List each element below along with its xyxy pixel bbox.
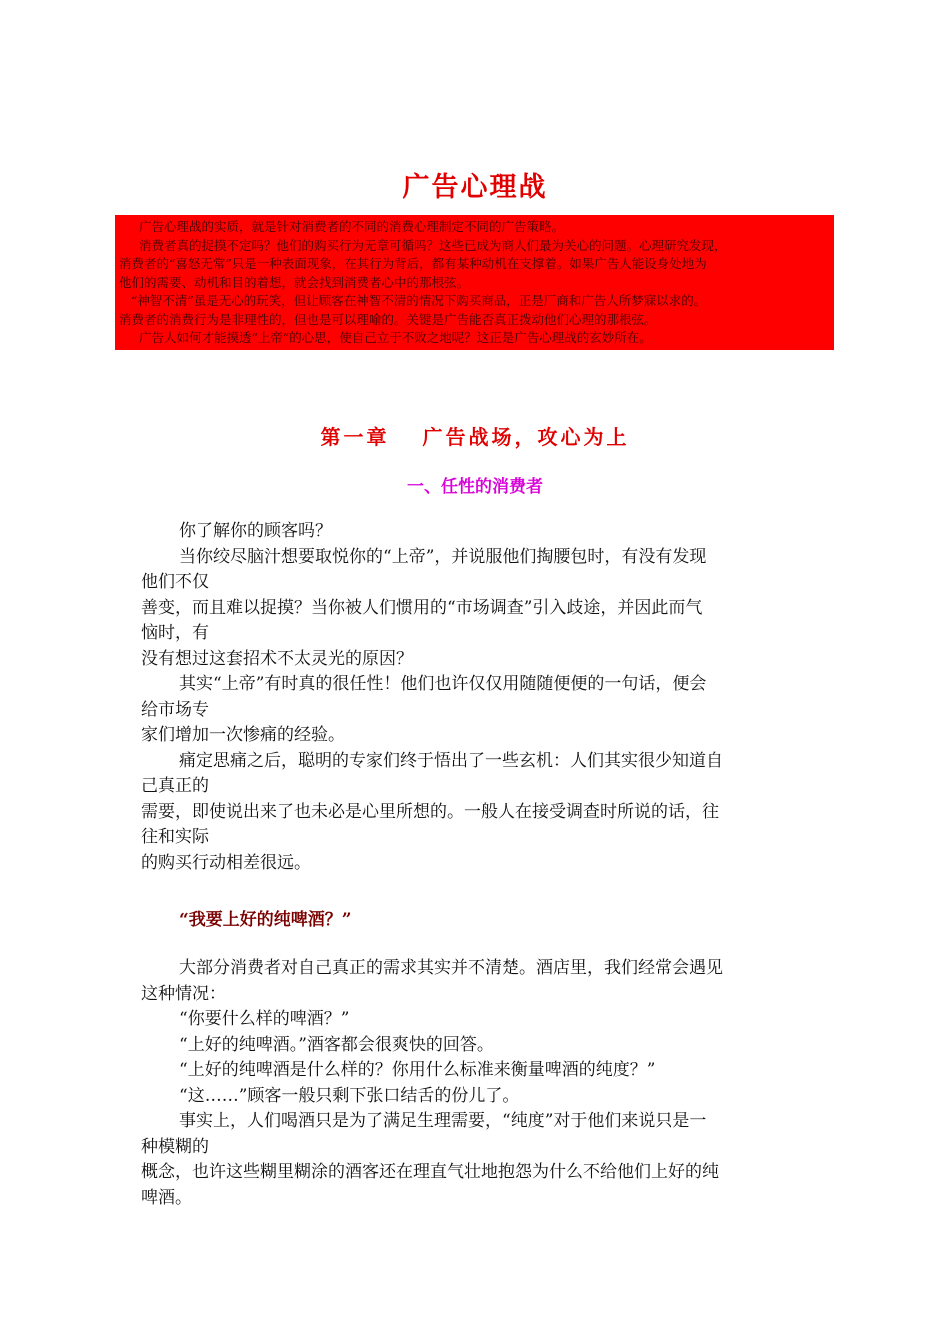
intro-line: 消费者的“喜怒无常”只是一种表面现象，在其行为背后，都有某种动机在支撑着。如果广告人能设身处地为 [119, 256, 707, 271]
intro-line: 他们的需要、动机和目的着想，就会找到消费者心中的那根弦。 [119, 274, 470, 290]
intro-line: “神智不清”虽是无心的玩笑，但让顾客在神智不清的情况下购买商品，正是厂商和广告人所梦寐以求的。 [131, 293, 707, 308]
intro-line: 消费者的消费行为是非理性的，但也是可以理喻的。关键是广告能否真正拨动他们心理的那根弦。 [119, 311, 657, 327]
paragraph-line: 概念，也许这些糊里糊涂的酒客还在理直气壮地抱怨为什么不给他们上好的纯 [141, 1162, 719, 1182]
paragraph-line: “你要什么样的啤酒？” [179, 1009, 350, 1029]
paragraph-line: 家们增加一次惨痛的经验。 [141, 725, 345, 745]
intro-line: 消费者真的捉摸不定吗？他们的购买行为无章可循吗？这些已成为商人们最为关心的问题。心理研究发现， [139, 237, 727, 253]
paragraph-line: 的购买行动相差很远。 [141, 852, 311, 873]
body-text-part-a [141, 519, 801, 876]
paragraph-line: 这种情况： [141, 983, 226, 1004]
paragraph-line: “这……”顾客一般只剩下张口结舌的份儿了。 [179, 1085, 520, 1106]
paragraph-line: 你了解你的顾客吗？ [179, 521, 332, 541]
document-title: 广告心理战 [402, 172, 548, 203]
paragraph-line: “上好的纯啤酒。”酒客都会很爽快的回答。 [179, 1034, 494, 1055]
paragraph-line: 事实上，人们喝酒只是为了满足生理需要，“纯度”对于他们来说只是一 [179, 1111, 707, 1131]
paragraph-line: 没有想过这套招术不太灵光的原因？ [141, 648, 413, 669]
paragraph-line: 当你绞尽脑汁想要取悦你的“上帝”，并说服他们掏腰包时，有没有发现 [179, 546, 707, 567]
paragraph-line: 恼时，有 [141, 623, 209, 643]
paragraph-line: 种模糊的 [141, 1136, 209, 1157]
paragraph-line: 需要，即使说出来了也未必是心里所想的。一般人在接受调查时所说的话，往 [141, 801, 719, 822]
intro-line: 广告人如何才能摸透“上帝”的心思，使自己立于不败之地呢？这正是广告心理战的玄妙所在。 [139, 330, 652, 345]
body-text-part-b [141, 956, 801, 1211]
paragraph-line: 其实“上帝”有时真的很任性！他们也许仅仅用随随便便的一句话，便会 [179, 674, 707, 694]
intro-summary-box [115, 215, 834, 350]
paragraph-line: 往和实际 [141, 827, 209, 847]
paragraph-line: 他们不仅 [141, 572, 209, 592]
paragraph-line: 啤酒。 [141, 1187, 192, 1208]
intro-line: 广告心理战的实质，就是针对消费者的不同的消费心理制定不同的广告策略。 [139, 219, 565, 234]
paragraph-line: 善变，而且难以捉摸？当你被人们惯用的“市场调查”引入歧途，并因此而气 [141, 597, 703, 618]
subheading-beer: “我要上好的纯啤酒？” [179, 910, 352, 930]
chapter-heading: 第一章 广告战场，攻心为上 [320, 425, 630, 449]
paragraph-line: 给市场专 [141, 699, 209, 720]
paragraph-line: 痛定思痛之后，聪明的专家们终于悟出了一些玄机：人们其实很少知道自 [179, 750, 723, 771]
paragraph-line: “上好的纯啤酒是什么样的？你用什么标准来衡量啤酒的纯度？” [179, 1060, 656, 1080]
section-heading: 一、任性的消费者 [407, 477, 543, 497]
paragraph-line: 己真正的 [141, 776, 209, 796]
paragraph-line: 大部分消费者对自己真正的需求其实并不清楚。酒店里，我们经常会遇见 [179, 958, 723, 978]
